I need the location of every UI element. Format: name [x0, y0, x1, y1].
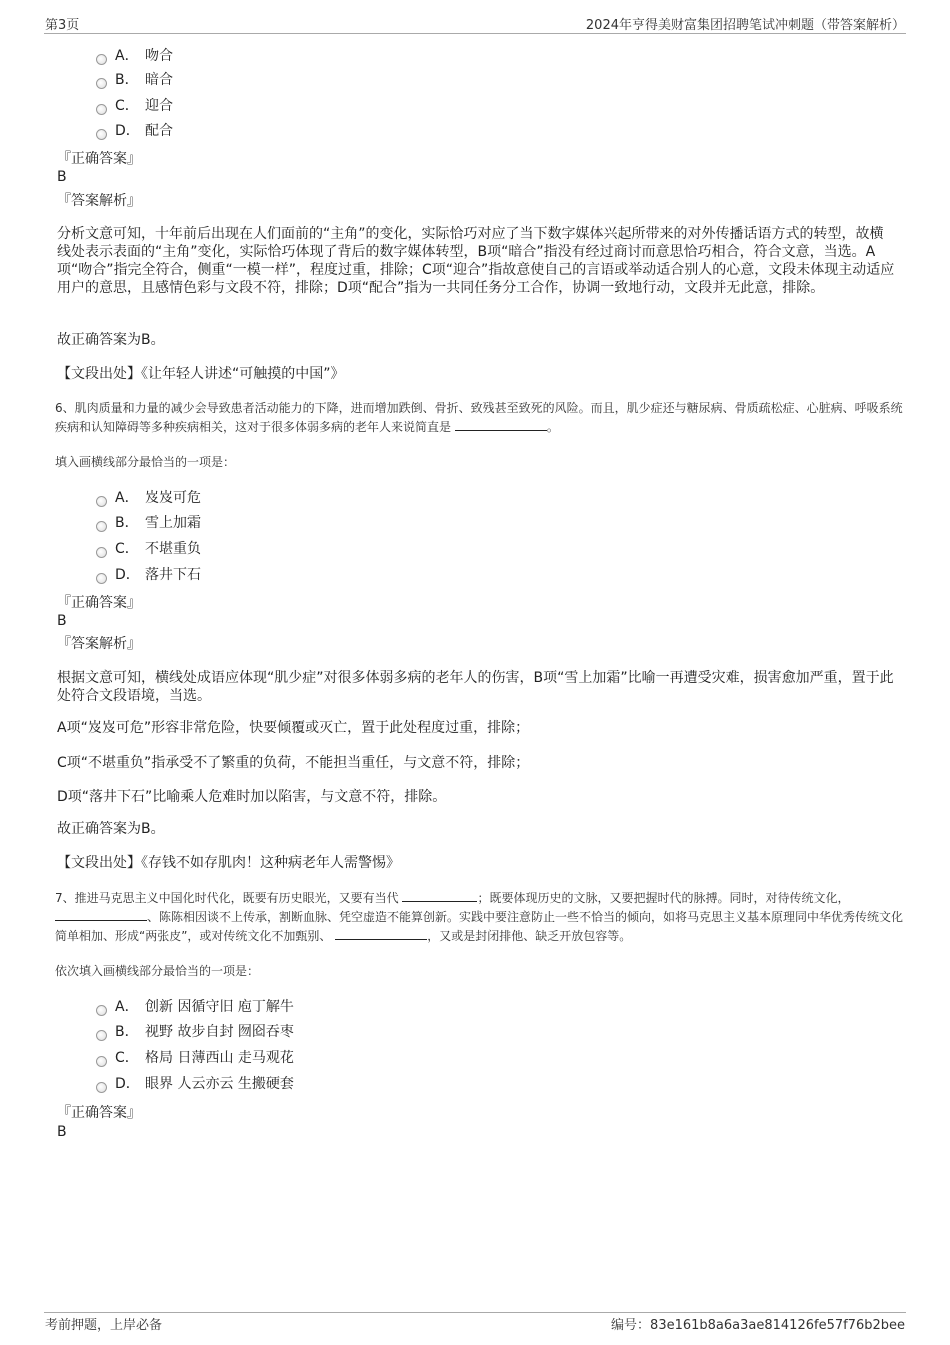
- radio-button[interactable]: [96, 547, 107, 558]
- option-letter: C．: [115, 98, 139, 114]
- option-text: 岌岌可危: [145, 490, 201, 506]
- footer-divider: [44, 1312, 906, 1313]
- answer-label: 『正确答案』: [57, 151, 141, 167]
- stem-text: ，又或是封闭排他、缺乏开放包容等。: [427, 929, 632, 943]
- radio-button[interactable]: [96, 54, 107, 65]
- page-number: 第3页: [45, 18, 80, 33]
- radio-button[interactable]: [96, 78, 107, 89]
- option-letter: D．: [115, 123, 140, 139]
- option-d[interactable]: [96, 565, 201, 585]
- option-text: 眼界 人云亦云 生搬硬套: [145, 1076, 294, 1092]
- option-text: 落井下石: [145, 567, 201, 583]
- answer-label: 『正确答案』: [57, 1105, 141, 1121]
- question-prompt: 依次填入画横线部分最恰当的一项是：: [55, 964, 260, 978]
- option-a[interactable]: [96, 46, 173, 66]
- conclusion: 故正确答案为B。: [57, 332, 165, 348]
- option-letter: B．: [115, 1024, 139, 1040]
- blank: [402, 889, 477, 902]
- analysis-text: C项“不堪重负”指承受不了繁重的负荷，不能担当重任，与文意不符，排除；: [57, 755, 530, 771]
- analysis-text: D项“落井下石”比喻乘人危难时加以陷害，与文意不符，排除。: [57, 789, 447, 805]
- radio-button[interactable]: [96, 129, 107, 140]
- header-divider: [44, 33, 906, 34]
- question-stem: [55, 889, 905, 946]
- source: 【文段出处】《存钱不如存肌肉！这种病老年人需警惕》: [57, 855, 400, 871]
- analysis-label: 『答案解析』: [57, 193, 141, 209]
- answer-value: B: [57, 613, 67, 629]
- question-prompt: 填入画横线部分最恰当的一项是：: [55, 455, 236, 469]
- option-b[interactable]: [96, 70, 173, 90]
- stem-text: 7、推进马克思主义中国化时代化，既要有历史眼光，又要有当代: [55, 891, 399, 905]
- analysis-label: 『答案解析』: [57, 636, 141, 652]
- source: 【文段出处】《让年轻人讲述“可触摸的中国”》: [57, 366, 345, 382]
- answer-value: B: [57, 1124, 67, 1140]
- option-b[interactable]: [96, 513, 201, 533]
- answer-value: B: [57, 169, 67, 185]
- option-letter: B．: [115, 72, 139, 88]
- stem-text: 、陈陈相因谈不上传承，割断血脉、凭空虚造不能算创新。实践中要注意防止一些不恰当的倾向，如将马克思主义基本原理同中华优秀传统文化简单相加、形成“两张皮”，或对传统文化不加甄别、: [55, 910, 904, 943]
- radio-button[interactable]: [96, 496, 107, 507]
- option-letter: A．: [115, 490, 139, 506]
- radio-button[interactable]: [96, 573, 107, 584]
- option-d[interactable]: [96, 1074, 294, 1094]
- option-text: 不堪重负: [145, 541, 201, 557]
- blank: [335, 927, 427, 940]
- analysis-text: A项“岌岌可危”形容非常危险，快要倾覆或灭亡，置于此处程度过重，排除；: [57, 720, 530, 736]
- option-c[interactable]: [96, 1048, 294, 1068]
- option-letter: A．: [115, 48, 139, 64]
- radio-button[interactable]: [96, 521, 107, 532]
- question-stem: [55, 399, 905, 437]
- option-text: 配合: [145, 123, 173, 139]
- option-b[interactable]: [96, 1022, 294, 1042]
- option-text: 雪上加霜: [145, 515, 201, 531]
- option-letter: C．: [115, 541, 139, 557]
- option-a[interactable]: [96, 488, 201, 508]
- analysis-text: 分析文意可知，十年前后出现在人们面前的“主角”的变化，实际恰巧对应了当下数字媒体兴起所带来的对外传播话语方式的转型，故横线处表示表面的“主角”变化，实际恰巧体现了背后的数字媒体转型，B项“暗合”指没有经过商讨而意思恰巧相合，符合文意，当选。A项“吻合”指完全符合，侧重“一模一样”，程度过重，排除；C项“迎合”指故意使自己的言语或举动适合别人的心意，文段未体现主动适应用户的意思，且感情色彩与文段不符，排除；D项“配合”指为一共同任务分工合作，协调一致地行动，文段并无此意，排除。: [57, 226, 895, 296]
- stem-text: 。: [546, 420, 559, 434]
- answer-label: 『正确答案』: [57, 595, 141, 611]
- stem-text: ；既要体现历史的文脉，又要把握时代的脉搏。同时，对待传统文化，: [477, 891, 850, 905]
- option-letter: A．: [115, 999, 139, 1015]
- option-text: 暗合: [145, 72, 173, 88]
- radio-button[interactable]: [96, 1005, 107, 1016]
- radio-button[interactable]: [96, 1082, 107, 1093]
- analysis-text: 根据文意可知，横线处成语应体现“肌少症”对很多体弱多病的老年人的伤害，B项“雪上加霜”比喻一再遭受灾难，损害愈加严重，置于此处符合文段语境，当选。: [57, 670, 894, 704]
- option-letter: C．: [115, 1050, 139, 1066]
- radio-button[interactable]: [96, 1056, 107, 1067]
- option-a[interactable]: [96, 997, 294, 1017]
- option-c[interactable]: [96, 96, 173, 116]
- option-c[interactable]: [96, 539, 201, 559]
- option-text: 迎合: [145, 98, 173, 114]
- radio-button[interactable]: [96, 104, 107, 115]
- document-title: 2024年亨得美财富集团招聘笔试冲刺题（带答案解析）: [585, 18, 905, 33]
- blank: [455, 418, 547, 431]
- radio-button[interactable]: [96, 1030, 107, 1041]
- conclusion: 故正确答案为B。: [57, 821, 165, 837]
- option-letter: D．: [115, 567, 140, 583]
- option-letter: D．: [115, 1076, 140, 1092]
- option-text: 创新 因循守旧 庖丁解牛: [145, 999, 294, 1015]
- footer-slogan: 考前押题，上岸必备: [45, 1318, 163, 1333]
- option-d[interactable]: [96, 121, 173, 141]
- blank: [55, 908, 147, 921]
- option-text: 视野 故步自封 囫囵吞枣: [145, 1024, 294, 1040]
- stem-text: 6、肌肉质量和力量的减少会导致患者活动能力的下降，进而增加跌倒、骨折、致残甚至致死的风险。而且，肌少症还与糖尿病、骨质疏松症、心脏病、呼吸系统疾病和认知障碍等多种疾病相关，这对于很多体弱多病的老年人来说简直是: [55, 401, 903, 434]
- option-letter: B．: [115, 515, 139, 531]
- document-id: 编号：83e161b8a6a3ae814126fe57f76b2bee: [611, 1318, 905, 1333]
- option-text: 格局 日薄西山 走马观花: [145, 1050, 294, 1066]
- option-text: 吻合: [145, 48, 173, 64]
